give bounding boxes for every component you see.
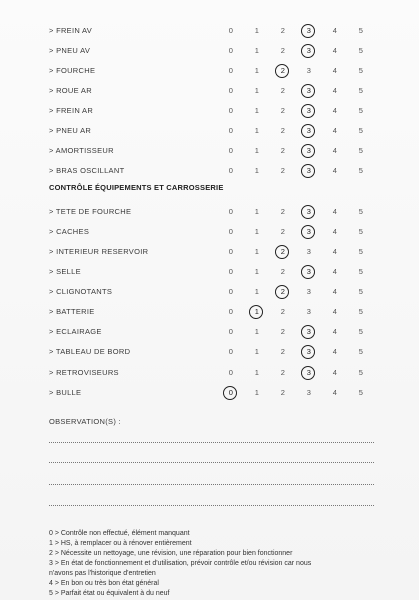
observation-line[interactable] bbox=[49, 442, 374, 443]
score-2: 2 bbox=[280, 126, 286, 135]
score-0: 0 bbox=[228, 207, 234, 216]
score-5: 5 bbox=[358, 307, 364, 316]
observation-line[interactable] bbox=[49, 462, 374, 463]
rating-row bbox=[0, 305, 419, 319]
score-0: 0 bbox=[228, 267, 234, 276]
score-2: 2 bbox=[280, 388, 286, 397]
score-4: 4 bbox=[332, 86, 338, 95]
score-3: 3 bbox=[303, 86, 315, 95]
score-5: 5 bbox=[358, 146, 364, 155]
selection-circle bbox=[301, 124, 315, 138]
score-3: 3 bbox=[303, 126, 315, 135]
row-label: > FREIN AR bbox=[49, 106, 94, 115]
score-4: 4 bbox=[332, 166, 338, 175]
score-0: 0 bbox=[228, 287, 234, 296]
score-5: 5 bbox=[358, 388, 364, 397]
legend-line: 4 > En bon ou très bon état général bbox=[49, 580, 159, 587]
rating-row bbox=[0, 164, 419, 178]
rating-row bbox=[0, 345, 419, 359]
rating-row bbox=[0, 205, 419, 219]
selection-circle bbox=[301, 345, 315, 359]
selection-circle bbox=[275, 64, 289, 78]
observation-line[interactable] bbox=[49, 484, 374, 485]
score-2: 2 bbox=[280, 267, 286, 276]
score-4: 4 bbox=[332, 26, 338, 35]
rating-row bbox=[0, 225, 419, 239]
score-0: 0 bbox=[228, 146, 234, 155]
score-4: 4 bbox=[332, 227, 338, 236]
score-1: 1 bbox=[254, 166, 260, 175]
rating-row bbox=[0, 265, 419, 279]
legend-line: 1 > HS, à remplacer ou à rénover entièrement bbox=[49, 540, 192, 547]
score-2: 2 bbox=[277, 247, 289, 256]
score-4: 4 bbox=[332, 368, 338, 377]
selection-circle bbox=[301, 265, 315, 279]
row-label: > CLIGNOTANTS bbox=[49, 287, 113, 296]
score-1: 1 bbox=[254, 26, 260, 35]
row-label: > CACHES bbox=[49, 227, 90, 236]
score-5: 5 bbox=[358, 247, 364, 256]
score-4: 4 bbox=[332, 66, 338, 75]
score-0: 0 bbox=[228, 166, 234, 175]
selection-circle bbox=[275, 245, 289, 259]
row-label: > TABLEAU DE BORD bbox=[49, 347, 131, 356]
score-5: 5 bbox=[358, 327, 364, 336]
score-0: 0 bbox=[228, 368, 234, 377]
score-2: 2 bbox=[280, 166, 286, 175]
score-1: 1 bbox=[254, 207, 260, 216]
rating-row bbox=[0, 124, 419, 138]
score-1: 1 bbox=[254, 267, 260, 276]
score-3: 3 bbox=[303, 46, 315, 55]
score-1: 1 bbox=[254, 86, 260, 95]
score-2: 2 bbox=[280, 307, 286, 316]
rating-row bbox=[0, 325, 419, 339]
score-0: 0 bbox=[228, 347, 234, 356]
score-3: 3 bbox=[303, 106, 315, 115]
score-5: 5 bbox=[358, 227, 364, 236]
score-2: 2 bbox=[280, 106, 286, 115]
score-1: 1 bbox=[254, 126, 260, 135]
score-4: 4 bbox=[332, 327, 338, 336]
legend-line: 3 > En état de fonctionnement et d'utilisation, prévoir contrôle et/ou révision car nous bbox=[49, 560, 312, 567]
score-2: 2 bbox=[280, 327, 286, 336]
rating-row bbox=[0, 245, 419, 259]
score-0: 0 bbox=[228, 46, 234, 55]
score-0: 0 bbox=[228, 66, 234, 75]
selection-circle bbox=[301, 144, 315, 158]
rating-row bbox=[0, 386, 419, 400]
selection-circle bbox=[223, 386, 237, 400]
score-5: 5 bbox=[358, 46, 364, 55]
score-1: 1 bbox=[254, 247, 260, 256]
score-1: 1 bbox=[254, 227, 260, 236]
rating-row bbox=[0, 44, 419, 58]
rating-row bbox=[0, 285, 419, 299]
observation-line[interactable] bbox=[49, 505, 374, 506]
score-4: 4 bbox=[332, 207, 338, 216]
score-0: 0 bbox=[228, 126, 234, 135]
rating-row bbox=[0, 24, 419, 38]
selection-circle bbox=[301, 225, 315, 239]
selection-circle bbox=[301, 84, 315, 98]
score-1: 1 bbox=[254, 347, 260, 356]
score-5: 5 bbox=[358, 26, 364, 35]
score-1: 1 bbox=[254, 66, 260, 75]
score-2: 2 bbox=[280, 26, 286, 35]
score-1: 1 bbox=[254, 106, 260, 115]
score-2: 2 bbox=[280, 227, 286, 236]
legend-line: 5 > Parfait état ou équivalent à du neuf bbox=[49, 590, 170, 597]
score-5: 5 bbox=[358, 126, 364, 135]
rating-row bbox=[0, 84, 419, 98]
rating-row bbox=[0, 64, 419, 78]
score-1: 1 bbox=[251, 307, 263, 316]
selection-circle bbox=[301, 44, 315, 58]
score-4: 4 bbox=[332, 388, 338, 397]
score-4: 4 bbox=[332, 146, 338, 155]
score-5: 5 bbox=[358, 66, 364, 75]
score-5: 5 bbox=[358, 86, 364, 95]
score-2: 2 bbox=[280, 46, 286, 55]
selection-circle bbox=[301, 325, 315, 339]
score-2: 2 bbox=[280, 146, 286, 155]
score-0: 0 bbox=[225, 388, 237, 397]
score-5: 5 bbox=[358, 267, 364, 276]
score-4: 4 bbox=[332, 347, 338, 356]
score-2: 2 bbox=[280, 207, 286, 216]
score-3: 3 bbox=[303, 207, 315, 216]
score-0: 0 bbox=[228, 106, 234, 115]
score-0: 0 bbox=[228, 327, 234, 336]
selection-circle bbox=[249, 305, 263, 319]
row-label: > ROUE AR bbox=[49, 86, 92, 95]
row-label: > PNEU AV bbox=[49, 46, 91, 55]
score-5: 5 bbox=[358, 347, 364, 356]
score-3: 3 bbox=[306, 66, 312, 75]
rating-row bbox=[0, 104, 419, 118]
score-4: 4 bbox=[332, 267, 338, 276]
selection-circle bbox=[301, 366, 315, 380]
score-1: 1 bbox=[254, 368, 260, 377]
score-0: 0 bbox=[228, 26, 234, 35]
score-2: 2 bbox=[277, 287, 289, 296]
score-0: 0 bbox=[228, 307, 234, 316]
score-4: 4 bbox=[332, 247, 338, 256]
score-1: 1 bbox=[254, 46, 260, 55]
score-3: 3 bbox=[303, 327, 315, 336]
row-label: > BATTERIE bbox=[49, 307, 95, 316]
row-label: > INTERIEUR RESERVOIR bbox=[49, 247, 149, 256]
row-label: > AMORTISSEUR bbox=[49, 146, 114, 155]
score-3: 3 bbox=[303, 227, 315, 236]
score-2: 2 bbox=[280, 86, 286, 95]
score-4: 4 bbox=[332, 46, 338, 55]
row-label: > PNEU AR bbox=[49, 126, 92, 135]
score-1: 1 bbox=[254, 287, 260, 296]
row-label: > SELLE bbox=[49, 267, 81, 276]
score-5: 5 bbox=[358, 207, 364, 216]
score-0: 0 bbox=[228, 227, 234, 236]
score-0: 0 bbox=[228, 247, 234, 256]
section-heading: CONTRÔLE ÉQUIPEMENTS ET CARROSSERIE bbox=[49, 183, 224, 192]
score-5: 5 bbox=[358, 166, 364, 175]
score-3: 3 bbox=[303, 146, 315, 155]
score-3: 3 bbox=[306, 307, 312, 316]
legend-line: 2 > Nécessite un nettoyage, une révision, une réparation pour bien fonctionner bbox=[49, 550, 293, 557]
score-5: 5 bbox=[358, 106, 364, 115]
row-label: > TETE DE FOURCHE bbox=[49, 207, 132, 216]
legend-line: 0 > Contrôle non effectué, élément manquant bbox=[49, 530, 190, 537]
score-3: 3 bbox=[303, 368, 315, 377]
observations-label: OBSERVATION(S) : bbox=[49, 417, 121, 426]
score-1: 1 bbox=[254, 388, 260, 397]
selection-circle bbox=[275, 285, 289, 299]
score-4: 4 bbox=[332, 287, 338, 296]
selection-circle bbox=[301, 164, 315, 178]
score-1: 1 bbox=[254, 327, 260, 336]
score-5: 5 bbox=[358, 368, 364, 377]
row-label: > BULLE bbox=[49, 388, 82, 397]
score-2: 2 bbox=[280, 368, 286, 377]
selection-circle bbox=[301, 24, 315, 38]
score-2: 2 bbox=[277, 66, 289, 75]
score-5: 5 bbox=[358, 287, 364, 296]
legend-line: n'avons pas l'historique d'entretien bbox=[49, 570, 156, 577]
selection-circle bbox=[301, 104, 315, 118]
score-3: 3 bbox=[303, 166, 315, 175]
score-4: 4 bbox=[332, 106, 338, 115]
score-3: 3 bbox=[303, 347, 315, 356]
row-label: > BRAS OSCILLANT bbox=[49, 166, 125, 175]
score-1: 1 bbox=[254, 146, 260, 155]
row-label: > RETROVISEURS bbox=[49, 368, 119, 377]
row-label: > ECLAIRAGE bbox=[49, 327, 102, 336]
score-3: 3 bbox=[303, 267, 315, 276]
score-3: 3 bbox=[306, 287, 312, 296]
score-3: 3 bbox=[306, 247, 312, 256]
score-2: 2 bbox=[280, 347, 286, 356]
row-label: > FOURCHE bbox=[49, 66, 96, 75]
row-label: > FREIN AV bbox=[49, 26, 93, 35]
score-4: 4 bbox=[332, 126, 338, 135]
selection-circle bbox=[301, 205, 315, 219]
rating-row bbox=[0, 366, 419, 380]
score-3: 3 bbox=[303, 26, 315, 35]
score-3: 3 bbox=[306, 388, 312, 397]
rating-row bbox=[0, 144, 419, 158]
score-4: 4 bbox=[332, 307, 338, 316]
score-0: 0 bbox=[228, 86, 234, 95]
